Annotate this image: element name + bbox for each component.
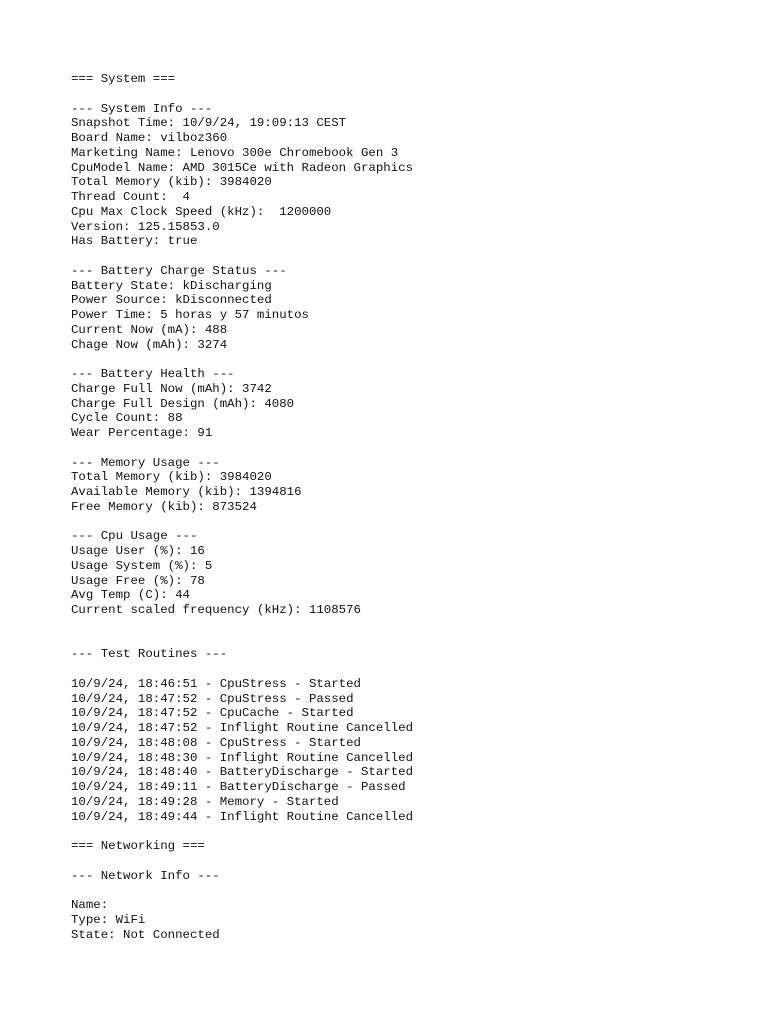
test-routine-entry: 10/9/24, 18:49:11 - BatteryDischarge - Passed [71,780,406,794]
blank-line [71,249,748,264]
key-value-line: Board Name: vilboz360 [71,131,228,145]
section-heading: === System === [71,72,176,86]
subsection-heading: --- Battery Health --- [71,367,235,381]
key-value-line: Charge Full Now (mAh): 3742 [71,381,272,396]
section-heading: === Networking === [71,839,205,853]
key-value-line: Has Battery: true [71,234,198,249]
key-value-line: Chage Now (mAh): 3274 [71,337,228,352]
test-routine-entry: 10/9/24, 18:47:52 - Inflight Routine Cancelled [71,721,414,735]
key-value-line: Wear Percentage: 91 [71,426,213,440]
key-value-line: Cpu Max Clock Speed (kHz): 1200000 [71,204,332,219]
key-value-line: Charge Full Design (mAh): 4080 [71,396,295,411]
key-value-line: Power Source: kDisconnected [71,293,272,308]
test-routine-entry: 10/9/24, 18:49:28 - Memory - Started [71,794,339,809]
blank-line [71,87,748,102]
test-routine-entry: 10/9/24, 18:49:44 - Inflight Routine Cancelled [71,809,414,824]
key-value-line: Type: WiFi [71,912,146,927]
blank-line [71,441,748,456]
blank-line [71,633,748,648]
test-routine-entry: 10/9/24, 18:47:52 - CpuStress - Passed [71,691,354,706]
key-value-line: Current scaled frequency (kHz): 1108576 [71,603,361,617]
key-value-line: Thread Count: 4 [71,190,190,204]
key-value-line: Cycle Count: 88 [71,411,183,426]
blank-line [71,883,748,898]
test-routine-entry: 10/9/24, 18:48:08 - CpuStress - Started [71,735,361,750]
subsection-heading: --- Battery Charge Status --- [71,263,287,278]
blank-line [71,854,748,869]
key-value-line: Version: 125.15853.0 [71,219,220,234]
blank-line [71,352,748,367]
test-routine-entry: 10/9/24, 18:47:52 - CpuCache - Started [71,706,354,721]
diagnostics-log-text [71,72,748,942]
key-value-line: Usage Free (%): 78 [71,573,205,588]
subsection-heading: --- Network Info --- [71,868,220,883]
key-value-line: Available Memory (kib): 1394816 [71,485,302,499]
subsection-heading: --- System Info --- [71,101,213,116]
key-value-line: Name: [71,898,109,912]
key-value-line: Total Memory (kib): 3984020 [71,175,272,190]
subsection-heading: --- Cpu Usage --- [71,529,198,544]
key-value-line: Power Time: 5 horas y 57 minutos [71,308,309,322]
key-value-line: CpuModel Name: AMD 3015Ce with Radeon Graphics [71,160,414,175]
blank-line [71,618,748,633]
key-value-line: Usage User (%): 16 [71,544,205,558]
blank-line [71,515,748,530]
key-value-line: Total Memory (kib): 3984020 [71,470,272,485]
key-value-line: Battery State: kDischarging [71,278,272,293]
blank-line [71,662,748,677]
key-value-line: Current Now (mA): 488 [71,322,228,337]
key-value-line: Avg Temp (C): 44 [71,588,190,603]
test-routine-entry: 10/9/24, 18:46:51 - CpuStress - Started [71,676,361,691]
key-value-line: Usage System (%): 5 [71,558,213,573]
subsection-heading: --- Memory Usage --- [71,455,220,470]
subsection-heading: --- Test Routines --- [71,647,228,662]
key-value-line: Snapshot Time: 10/9/24, 19:09:13 CEST [71,116,347,131]
test-routine-entry: 10/9/24, 18:48:30 - Inflight Routine Cancelled [71,750,414,765]
key-value-line: State: Not Connected [71,927,220,942]
key-value-line: Marketing Name: Lenovo 300e Chromebook Gen 3 [71,145,399,160]
test-routine-entry: 10/9/24, 18:48:40 - BatteryDischarge - Started [71,765,414,780]
blank-line [71,824,748,839]
key-value-line: Free Memory (kib): 873524 [71,499,257,514]
